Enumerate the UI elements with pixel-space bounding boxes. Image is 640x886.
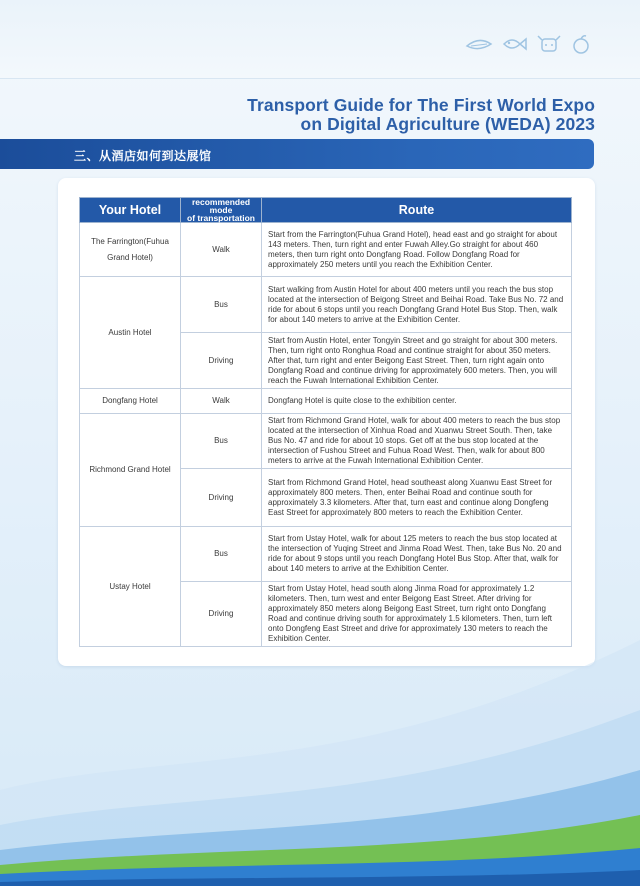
route-cell: Start walking from Austin Hotel for about 400 meters until you reach the bus stop located at the intersection of Beigong Street and Beihai Road. Take Bus No. 72 and ride for about 6 stops until you reach Dongfang Grand Hotel Bus Stop. Then, walk for about 140 meters to arrive at the Exhibition Center. <box>262 277 572 333</box>
mode-cell: Bus <box>181 527 262 582</box>
table-row <box>80 389 572 414</box>
rice-icon <box>465 34 493 59</box>
table-header-row <box>80 198 572 223</box>
route-cell: Start from Austin Hotel, enter Tongyin Street and go straight for about 300 meters. Then, turn right onto Ronghua Road and continue straight for about 350 meters. After that, turn right and enter Beigong East Street. Then, turn right again onto Dongfang Road and continue driving for approximately 600 meters. Then, you will reach the Fuwah International Exhibition Center. <box>262 333 572 389</box>
hotel-cell: Dongfang Hotel <box>80 389 181 414</box>
hotel-cell: Ustay Hotel <box>80 527 181 647</box>
table-row <box>80 277 572 333</box>
mode-cell: Walk <box>181 389 262 414</box>
table-row <box>80 414 572 469</box>
mode-cell: Driving <box>181 469 262 527</box>
hotel-cell: Austin Hotel <box>80 277 181 389</box>
header-mode-line-2: of transportation <box>187 213 255 223</box>
page-title <box>175 96 595 134</box>
mode-cell: Bus <box>181 414 262 469</box>
route-cell: Start from Richmond Grand Hotel, walk for about 400 meters to reach the bus stop located at the intersection of Xinhua Road and Xuanwu Street South. Then, take Bus No. 47 and ride for about 10 stops. Get off at the bus stop located at the intersection of Fushou Street and Fuhua Road West. Then, walk for about 800 meters to arrive at the Fuwah International Exhibition Center. <box>262 414 572 469</box>
header-your-hotel: Your Hotel <box>80 198 181 223</box>
route-cell: Dongfang Hotel is quite close to the exhibition center. <box>262 389 572 414</box>
title-line-2: on Digital Agriculture (WEDA) 2023 <box>300 114 595 134</box>
mode-cell: Driving <box>181 582 262 647</box>
decorative-icon-row <box>465 34 595 56</box>
route-cell: Start from the Farrington(Fuhua Grand Hotel), head east and go straight for about 143 meters. Then, turn right and enter Fuwah Alley.Go straight for about 460 meters, then turn right onto Dongfang Road. Follow Dongfang Road for approximately 250 meters until you reach the Exhibition Center. <box>262 223 572 277</box>
cow-icon <box>537 34 561 59</box>
decorative-waves <box>0 600 640 886</box>
section-header-bar <box>0 139 594 169</box>
header-route: Route <box>262 198 572 223</box>
section-label: 三、从酒店如何到达展馆 <box>74 149 212 163</box>
fish-icon <box>501 34 527 59</box>
title-line-1: Transport Guide for The First World Expo <box>247 95 595 115</box>
table-row <box>80 223 572 277</box>
mode-cell: Bus <box>181 277 262 333</box>
mode-cell: Walk <box>181 223 262 277</box>
route-cell: Start from Ustay Hotel, head south along Jinma Road for approximately 1.2 kilometers. Then, turn west and enter Beigong East Street. After driving for approximately 850 meters along Beigong East Street, turn right onto Dongfang Road and continue driving south for approximately 1.5 kilometers. Then, turn left onto Dongfeng East Street and drive for approximately 130 meters to reach the Exhibition Center. <box>262 582 572 647</box>
apple-icon <box>571 34 591 59</box>
header-mode <box>181 198 262 223</box>
header-mode-line-1: recommended mode <box>191 197 251 215</box>
header-divider <box>0 78 640 79</box>
mode-cell: Driving <box>181 333 262 389</box>
hotel-cell: Richmond Grand Hotel <box>80 414 181 527</box>
transport-table <box>79 197 572 647</box>
route-cell: Start from Ustay Hotel, walk for about 125 meters to reach the bus stop located at the intersection of Yuqing Street and Jinma Road West. Then, take Bus No. 20 and ride for about 9 stops until you reach Dongfang Hotel Bus Stop. After that, walk for about 140 meters to arrive at the Exhibition Center. <box>262 527 572 582</box>
hotel-cell: The Farrington(Fuhua Grand Hotel) <box>80 223 181 277</box>
table-row <box>80 527 572 582</box>
route-cell: Start from Richmond Grand Hotel, head southeast along Xuanwu East Street for approximately 800 meters. Then, enter Beihai Road and continue south for approximately 3.3 kilometers. After that, turn east and continue along Dongfeng East Street for approximately 800 meters to reach the Exhibition Center. <box>262 469 572 527</box>
